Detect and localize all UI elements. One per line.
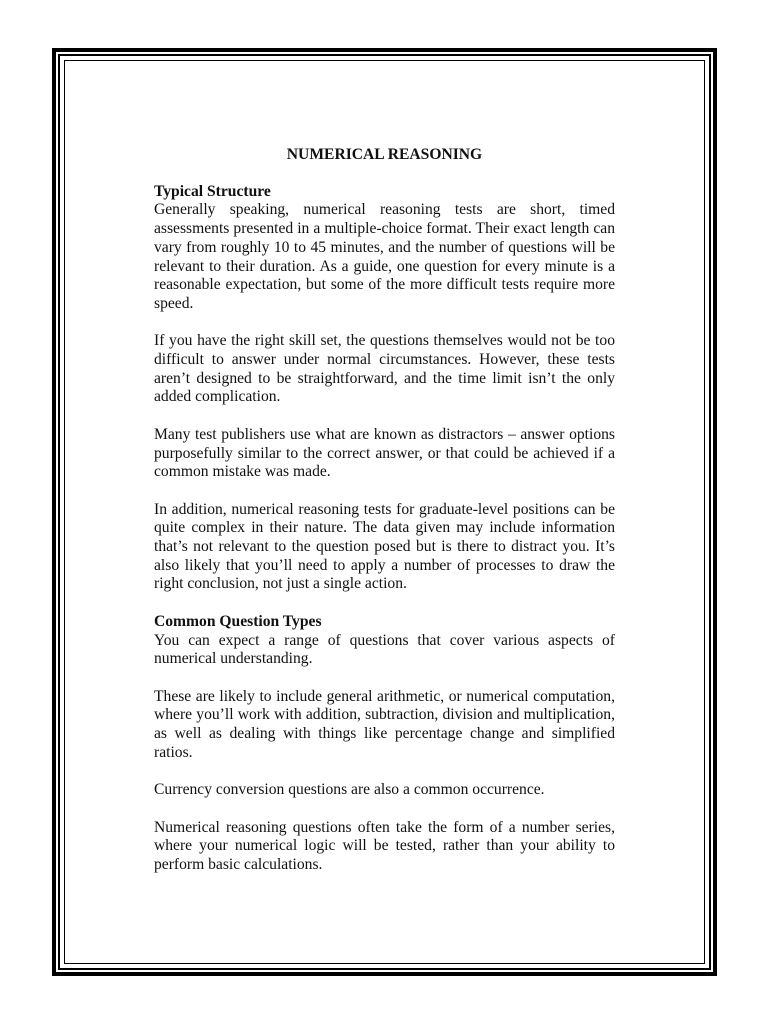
document-title: NUMERICAL REASONING (286, 146, 483, 163)
paragraph: Generally speaking, numerical reasoning tests are short, timed assessments presented in a multiple-choice format. Their exact length can vary from roughly 10 to 45 minutes, and the number of questions will be relevant to their duration. As a guide, one question for every minute is a reasonable expectation, but some of the more difficult tests require more speed. (154, 201, 615, 312)
document-body (154, 146, 615, 893)
section-heading: Common Question Types (154, 612, 322, 630)
paragraph: Currency conversion questions are also a common occurrence. (154, 781, 545, 799)
section-common-question-types (154, 613, 615, 875)
paragraph: In addition, numerical reasoning tests for graduate-level positions can be quite complex in their nature. The data given may include information that’s not relevant to the question posed but is there to distract you. It’s also likely that you’ll need to apply a number of processes to draw the right conclusion, not just a single action. (154, 500, 615, 593)
paragraph: You can expect a range of questions that cover various aspects of numerical understanding. (154, 631, 615, 668)
section-typical-structure (154, 183, 615, 594)
paragraph: These are likely to include general arithmetic, or numerical computation, where you’ll work with addition, subtraction, division and multiplication, as well as dealing with things like percentage change and simplified ratios. (154, 687, 615, 761)
paragraph: Many test publishers use what are known as distractors – answer options purposefully similar to the correct answer, or that could be achieved if a common mistake was made. (154, 425, 615, 481)
paragraph: If you have the right skill set, the questions themselves would not be too difficult to answer under normal circumstances. However, these tests aren’t designed to be straightforward, and the time limit isn’t the only added complication. (154, 332, 615, 406)
section-heading: Typical Structure (154, 182, 271, 200)
paragraph: Numerical reasoning questions often take the form of a number series, where your numerical logic will be tested, rather than your ability to perform basic calculations. (154, 818, 615, 873)
